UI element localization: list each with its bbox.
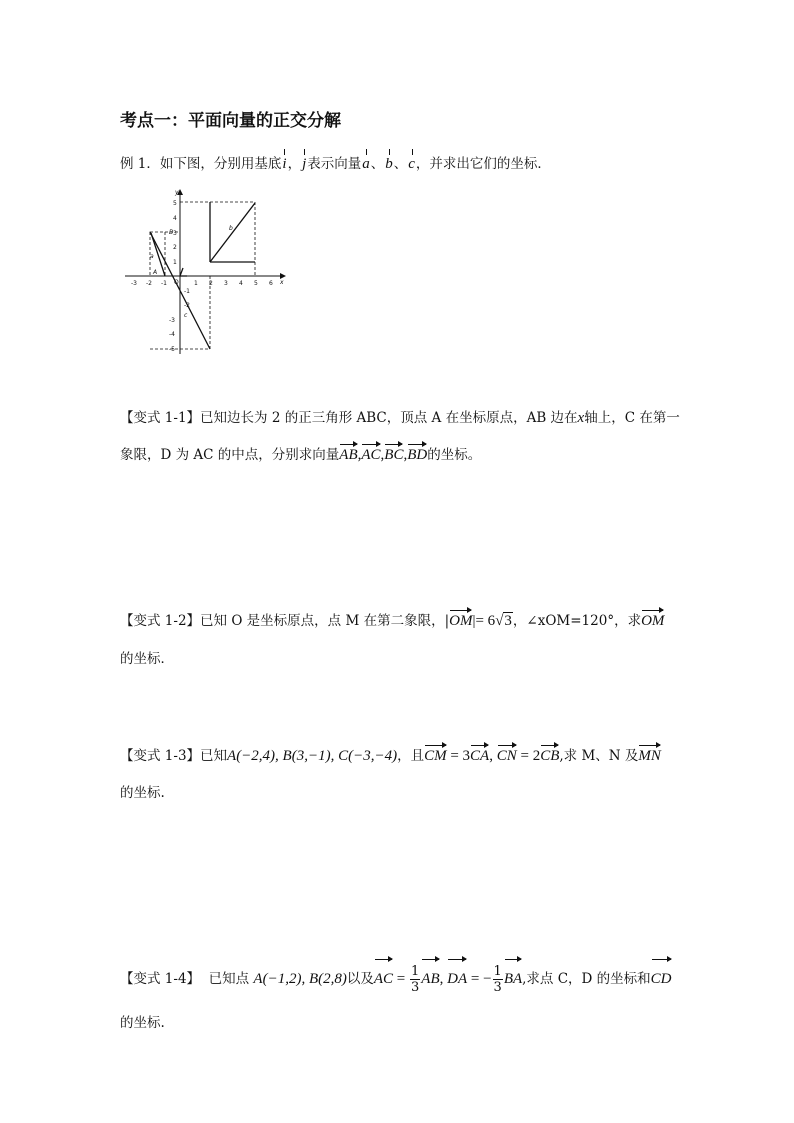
variant-1-4-text: ,求点 C，D 的坐标和 [522,971,651,987]
sqrt-radicand: 3 [504,613,512,629]
basis-i: i [282,156,287,172]
variant-1-1-text: 的坐标。 [427,447,482,463]
y-tick-label: -4 [169,331,175,338]
y-tick-label: -3 [169,317,175,324]
equals-six: |= 6 [472,613,496,629]
variant-1-2-text: 已知 O 是坐标原点，点 M 在第二象限，| [200,613,450,629]
y-tick-label: 2 [173,244,177,251]
vector-c-label: c [184,312,188,319]
equals-minus: = − [467,971,492,987]
denominator: 3 [493,980,502,995]
x-axis-label: x [280,279,284,286]
vector-mn: MN [638,748,661,764]
x-tick-label: -1 [161,280,167,287]
equals: = [393,971,409,987]
points-abc: A(−2,4), B(3,−1), C(−3,−4) [227,748,398,764]
variant-1-3-text: 已知 [200,748,228,764]
vector-c: c [408,156,415,172]
x-tick-label: 3 [224,280,228,287]
vector-cb: CB [540,748,560,764]
example-1-mid: 表示向量 [307,156,362,172]
vector-ab: AB [339,447,358,463]
fraction-one-third [493,964,503,995]
x-tick-label: -3 [131,280,137,287]
denominator: 3 [411,980,420,995]
vector-cm: CM [424,748,447,764]
vector-cn: CN [496,748,517,764]
point-a-label: A [153,269,158,276]
variant-1-4-text: 以及 [346,971,374,987]
y-tick-label: 1 [173,259,177,266]
variant-1-1-text: 已知边长为 2 的正三角形 ABC，顶点 A 在坐标原点，AB 边在 [200,410,578,426]
variant-1-4-text: 已知点 [208,971,250,987]
y-tick-label: 4 [173,215,177,222]
example-1-text [120,152,551,173]
comma: , [439,971,448,987]
vector-ba: BA [504,962,522,996]
x-tick-label: 1 [194,280,198,287]
vector-ca: CA [470,748,490,764]
comma: , [357,447,362,463]
origin-label: O [174,279,179,286]
example-1-prefix: 例 1．如下图，分别用基底 [120,156,282,172]
point-b-label: B [169,229,174,236]
y-axis-label: y [175,189,179,196]
example-1-sep: 、 [393,156,408,172]
variant-1-2-text: ，∠xOM=120°，求 [512,613,642,629]
variant-tag: 【变式 1-3】 [120,748,201,764]
example-1-comma: ， [287,156,302,172]
comma: , [489,748,497,764]
section-title: 考点一：平面向量的正交分解 [120,111,341,131]
variant-tag: 【变式 1-4】 [120,971,201,987]
variant-1-2-line-2: 的坐标． [120,651,174,667]
vector-a: a [362,156,370,172]
x-tick-label: 2 [209,280,213,287]
variant-1-3-text: ,求 M、N 及 [559,748,639,764]
y-tick-label: 3 [173,230,177,237]
y-tick-label: -5 [169,346,175,353]
variant-1-3-line-2: 的坐标. [120,785,165,801]
vector-om: OM [641,613,665,629]
equals-three: = 3 [446,748,471,764]
x-tick-label: 5 [254,280,258,287]
vector-bc: BC [384,447,404,463]
vector-b: b [385,156,393,172]
variant-1-1-text: 轴上，C 在第一 [584,410,680,426]
vector-b-arrow [210,203,255,262]
points-ab: A(−1,2), B(2,8) [253,971,347,987]
vector-a-label: a [150,253,154,260]
variant-1-4-line-2: 的坐标. [120,1015,165,1031]
variant-1-3-line-1 [120,744,661,765]
comma: , [403,447,408,463]
vector-ab: AB [421,962,439,996]
variant-tag: 【变式 1-2】 [120,613,201,629]
y-tick-label: -2 [184,302,190,309]
vector-b-label: b [229,225,233,232]
vector-ac: AC [361,447,381,463]
variant-1-1-line-2 [120,443,481,464]
vector-om: OM [449,613,473,629]
y-tick-label: 5 [173,200,177,207]
x-axis-symbol: x [577,410,585,426]
comma: , [380,447,385,463]
example-1-suffix: ，并求出它们的坐标． [415,156,551,172]
x-tick-label: 6 [269,280,273,287]
variant-1-3-text: ，且 [397,748,425,764]
basis-j: j [302,156,307,172]
vector-cd: CD [651,962,672,996]
fraction-one-third [410,964,420,995]
equals-two: = 2 [516,748,541,764]
variant-1-4-line-1 [120,962,672,996]
variant-1-2-line-1 [120,609,664,630]
numerator: 1 [493,964,502,979]
example-1-sep: 、 [370,156,385,172]
y-tick-label: -1 [184,288,190,295]
x-tick-label: -2 [146,280,152,287]
sqrt-three: √3 [495,613,512,629]
vector-bd: BD [407,447,428,463]
variant-1-1-text: 象限，D 为 AC 的中点，分别求向量 [120,447,340,463]
point-labels [150,225,233,319]
numerator: 1 [411,964,420,979]
vector-ac: AC [374,962,393,996]
variant-1-1-line-1 [120,406,680,427]
coordinate-figure [125,186,290,356]
vector-da: DA [447,962,467,996]
x-tick-label: 4 [239,280,243,287]
variant-tag: 【变式 1-1】 [120,410,201,426]
